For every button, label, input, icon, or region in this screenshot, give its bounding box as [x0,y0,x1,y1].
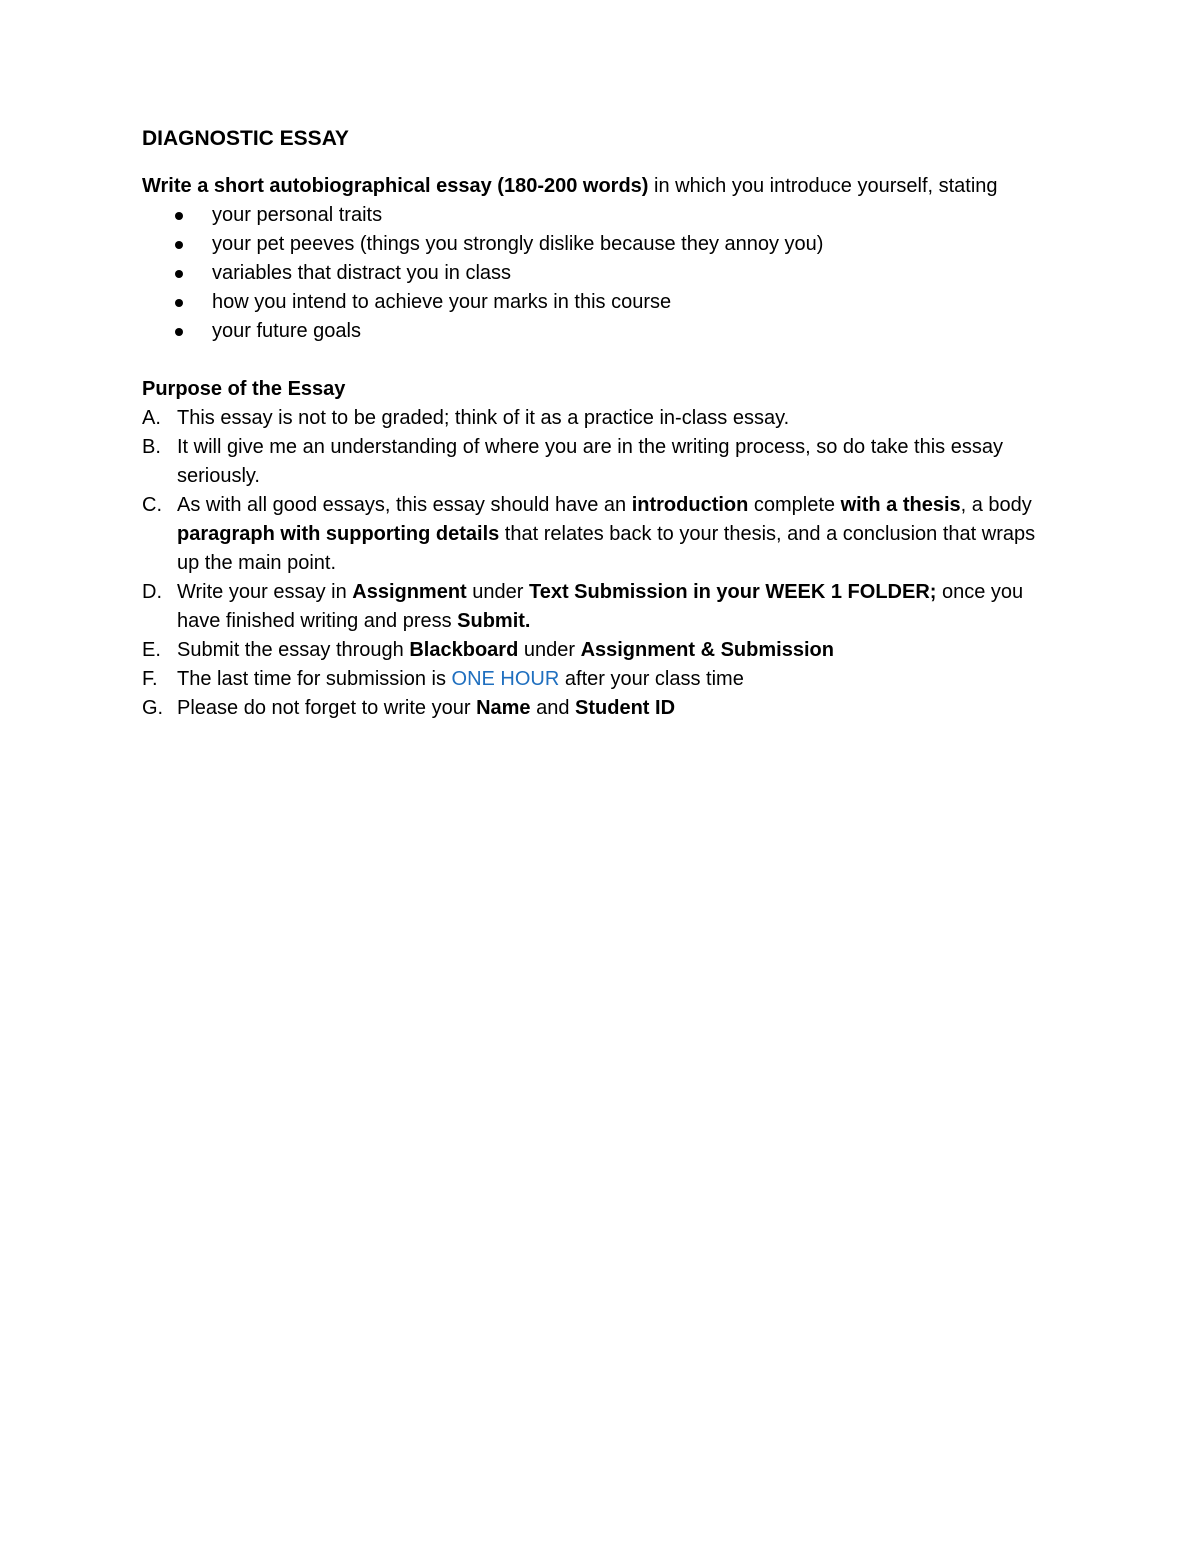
bold-text: Assignment & Submission [580,639,834,661]
bullet-item [212,230,1062,259]
bold-text: paragraph with supporting details [177,523,500,545]
bullet-item [212,288,1062,317]
purpose-item [142,694,1062,723]
purpose-item-text: The last time for submission is [177,668,452,690]
purpose-item [142,433,1062,491]
purpose-item-marker: E. [142,639,161,661]
bullet-icon [175,328,183,336]
purpose-heading: Purpose of the Essay [142,378,346,400]
bullet-item [212,317,1062,346]
bold-text: Name [476,697,531,719]
purpose-item-marker: G. [142,697,164,719]
intro-paragraph [142,172,1062,201]
bullet-text: how you intend to achieve your marks in this course [212,291,672,313]
purpose-item [142,665,1062,694]
purpose-item-text: , a body [960,494,1032,516]
purpose-item-text: It will give me an understanding of where you are in the writing process, so do take this essay seriously. [177,436,1003,487]
purpose-item [142,578,1062,636]
bold-text: Submit. [457,610,531,632]
purpose-item-text: complete [748,494,841,516]
purpose-item-marker: F. [142,668,158,690]
purpose-item [142,404,1062,433]
bullet-icon [175,212,183,220]
highlighted-text: ONE HOUR [451,668,560,690]
bold-text: with a thesis [840,494,961,516]
intro-text: in which you introduce yourself, stating [648,175,998,197]
intro-bold-text: Write a short autobiographical essay (180-200 words) [142,175,649,197]
purpose-item-text: after your class time [559,668,744,690]
purpose-item [142,491,1062,578]
purpose-item-text: Please do not forget to write your [177,697,477,719]
bullet-item [212,259,1062,288]
bullet-item [212,201,1062,230]
bold-text: Blackboard [409,639,519,661]
purpose-item-marker: D. [142,581,162,603]
purpose-item [142,636,1062,665]
purpose-item-text: under [518,639,581,661]
document-content [142,124,1062,723]
bullet-text: variables that distract you in class [212,262,512,284]
bullet-icon [175,299,183,307]
bullet-text: your future goals [212,320,361,342]
purpose-item-text: As with all good essays, this essay should have an [177,494,632,516]
purpose-item-text: under [466,581,529,603]
purpose-item-marker: B. [142,436,161,458]
purpose-item-text: Submit the essay through [177,639,410,661]
bullet-icon [175,270,183,278]
purpose-item-text: once you have finished writing and press [177,581,1024,632]
purpose-item-text: that relates back to your thesis, and a conclusion that wraps up the main point. [177,523,1036,574]
document-title: DIAGNOSTIC ESSAY [142,127,349,150]
bullet-text: your personal traits [212,204,383,226]
bullet-icon [175,241,183,249]
bold-text: introduction [631,494,749,516]
purpose-list [142,404,1062,723]
bold-text: Student ID [575,697,676,719]
purpose-item-marker: C. [142,494,162,516]
bullet-list [142,201,1062,346]
purpose-item-text: This essay is not to be graded; think of it as a practice in-class essay. [177,407,790,429]
purpose-item-marker: A. [142,407,161,429]
bullet-text: your pet peeves (things you strongly dislike because they annoy you) [212,233,824,255]
purpose-item-text: and [530,697,576,719]
bold-text: Text Submission in your WEEK 1 FOLDER; [528,581,937,603]
bold-text: Assignment [352,581,467,603]
purpose-item-text: Write your essay in [177,581,353,603]
